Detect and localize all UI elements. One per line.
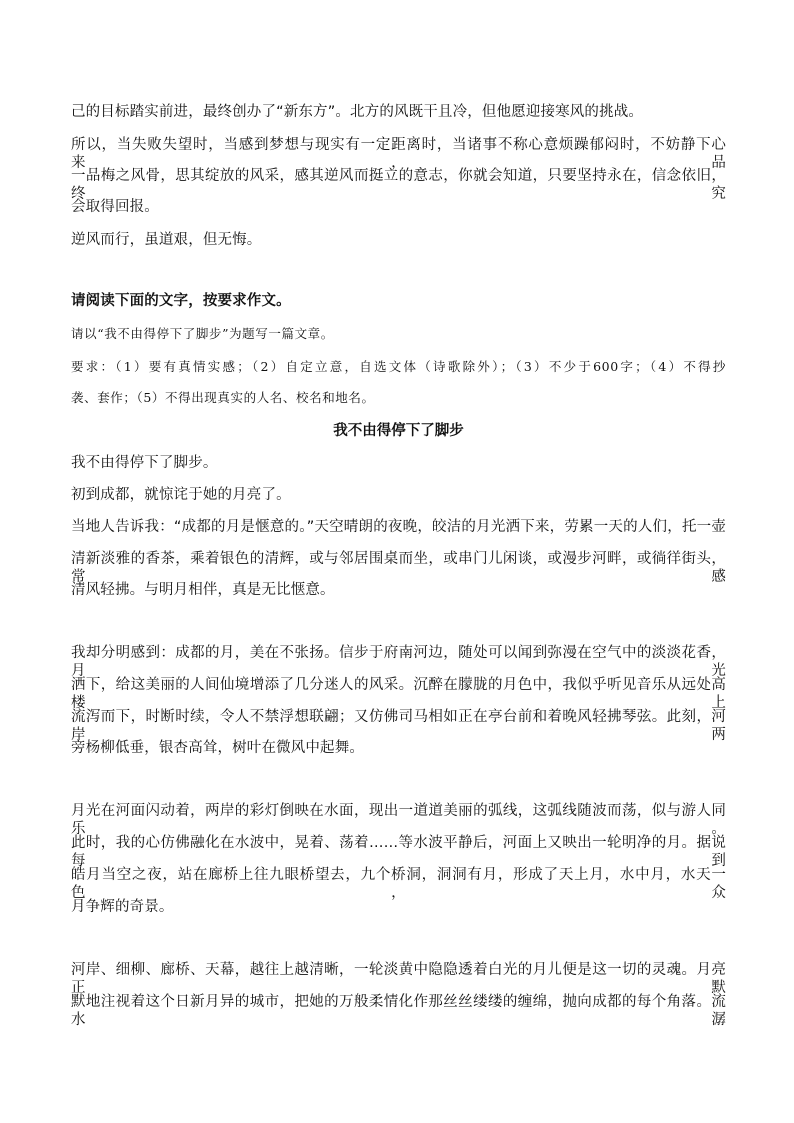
task-requirements-line-1: 要求：（1）要有真情实感；（2）自定立意，自选文体（诗歌除外）；（3）不少于600字；（4）不得抄 xyxy=(71,359,726,374)
essay-line: 皓月当空之夜，站在廊桥上往九眼桥望去，九个桥洞，洞洞有月，形成了天上月，水中月，水天一色，众 xyxy=(71,867,726,901)
essay-title: 我不由得停下了脚步 xyxy=(333,423,464,439)
essay-line: 此时，我的心仿佛融化在水波中，晃着、荡着……等水波平静后，河面上又映出一轮明净的月。据说每到 xyxy=(71,835,726,869)
essay-line: 默地注视着这个日新月异的城市，把她的万般柔情化作那丝丝缕缕的缠绵，抛向成都的每个角落。流水潺 xyxy=(71,994,726,1028)
essay-line: 初到成都，就惊诧于她的月亮了。 xyxy=(71,487,291,503)
task-heading: 请阅读下面的文字，按要求作文。 xyxy=(71,293,291,309)
essay-line: 清新淡雅的香茶，乘着银色的清辉，或与邻居围桌而坐，或串门儿闲谈，或漫步河畔，或徜徉街头，常感 xyxy=(71,551,726,585)
essay-line: 旁杨柳低垂，银杏高耸，树叶在微风中起舞。 xyxy=(71,740,364,756)
intro-line-3: 一品梅之风骨，思其绽放的风采，感其逆风而挺立的意志，你就会知道，只要坚持永在，信念依旧，终究 xyxy=(71,168,726,202)
essay-line: 流泻而下，时断时续，令人不禁浮想联翩；又仿佛司马相如正在亭台前和着晚风轻拂琴弦。此刻，河岸两 xyxy=(71,709,726,743)
essay-line: 月争辉的奇景。 xyxy=(71,899,174,915)
essay-line: 当地人告诉我：“成都的月是惬意的。”天空晴朗的夜晚，皎洁的月光洒下来，劳累一天的人们，托一壶 xyxy=(71,519,726,535)
task-requirements-line-2: 袭、套作；（5）不得出现真实的人名、校名和地名。 xyxy=(71,390,375,405)
essay-line: 清风轻拂。与明月相伴，真是无比惬意。 xyxy=(71,582,335,598)
intro-line-5: 逆风而行，虽道艰，但无悔。 xyxy=(71,232,262,248)
essay-line: 河岸、细柳、廊桥、天幕，越往上越清晰，一轮淡黄中隐隐透着白光的月儿便是这一切的灵魂。月亮正默 xyxy=(71,962,726,996)
task-prompt: 请以“我不由得停下了脚步”为题写一篇文章。 xyxy=(71,326,334,341)
intro-line-1: 己的目标踏实前进，最终创办了“新东方”。北方的风既干且冷，但他愿迎接寒风的挑战。 xyxy=(71,104,644,120)
essay-line: 洒下，给这美丽的人间仙境增添了几分迷人的风采。沉醉在朦胧的月色中，我似乎听见音乐从远处高楼上 xyxy=(71,677,726,711)
essay-line: 月光在河面闪动着，两岸的彩灯倒映在水面，现出一道道美丽的弧线，这弧线随波而荡，似与游人同乐。 xyxy=(71,803,726,837)
essay-line: 我却分明感到：成都的月，美在不张扬。信步于府南河边，随处可以闻到弥漫在空气中的淡淡花香，月光 xyxy=(71,645,726,679)
intro-line-2: 所以，当失败失望时，当感到梦想与现实有一定距离时，当诸事不称心意烦躁郁闷时，不妨静下心来，品 xyxy=(71,137,726,171)
essay-line: 我不由得停下了脚步。 xyxy=(71,455,218,471)
intro-line-4: 会取得回报。 xyxy=(71,199,159,215)
